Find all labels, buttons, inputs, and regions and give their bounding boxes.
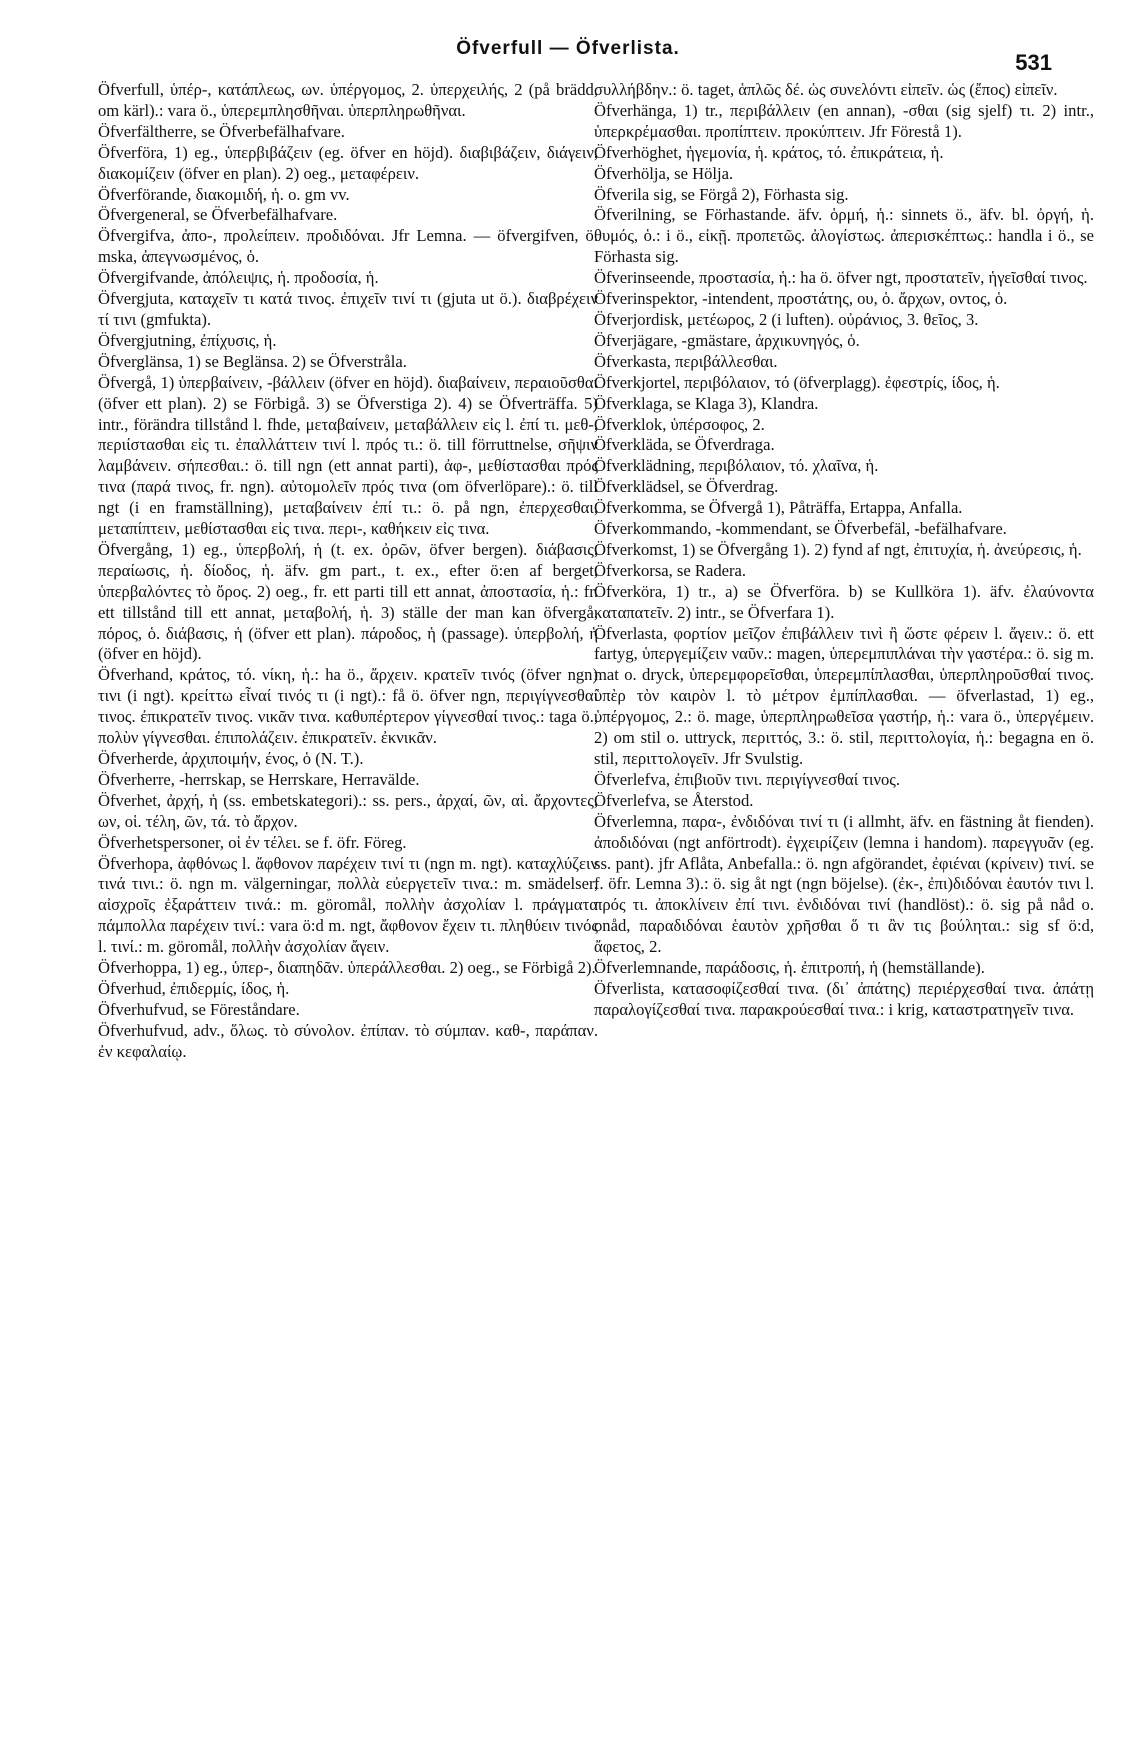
dictionary-entry: Öfverlefva, ἐπιβιοῦν τινι. περιγίγνεσθαί τινος. xyxy=(594,769,900,789)
dictionary-entry: Öfverkasta, περιβάλλεσθαι. xyxy=(594,351,778,371)
dictionary-entry: Öfverhud, ἐπιδερμίς, ίδος, ἡ. xyxy=(98,978,290,998)
dictionary-entry: Öfverförande, διακομιδή, ἡ. o. gm vv. xyxy=(98,184,350,204)
dictionary-entry: Öfvergång, 1) eg., ὑπερβολή, ἡ (t. ex. ὀρῶν, öfver bergen). διάβασις, περαίωσις, ἡ. δίοδος, ἡ. äfv. gm part., t. ex., efter ö:en af berget, ὑπερβαλόντες τὸ ὄρος. 2) oeg., fr. ett parti till ett annat, ἀποστασία, ἡ.: fr. ett tillstånd till ett annat, μεταβολή, ἡ. 3) ställe der man kan öfvergå, πόρος, ὁ. διάβασις, ἡ (öfver ett plan). πάροδος, ἡ (passage). ὑπερβολή, ἡ (öfver en höjd). xyxy=(98,539,598,664)
dictionary-entry: Öfverklaga, se Klaga 3), Klandra. xyxy=(594,393,819,413)
dictionary-entry: Öfverkomst, 1) se Öfvergång 1). 2) fynd af ngt, ἐπιτυχία, ἡ. ἀνεύρεσις, ἡ. xyxy=(594,539,1082,559)
dictionary-entry: Öfverkomma, se Öfvergå 1), Påträffa, Ertappa, Anfalla. xyxy=(594,498,963,518)
dictionary-entry: Öfverinspektor, -intendent, προστάτης, ου, ὁ. ἄρχων, οντος, ὁ. xyxy=(594,289,1008,309)
dictionary-entry: Öfverklok, ὑπέρσοφος, 2. xyxy=(594,414,765,434)
dictionary-entry: Öfverilning, se Förhastande. äfv. ὁρμή, ἡ.: sinnets ö., äfv. bl. ὀργή, ἡ. θυμός, ὁ.: i ö., εἰκῇ. προπετῶς. ἀλογίστως. ἀπερισκέπτως.: handla i ö., se Förhasta sig. xyxy=(594,205,1094,267)
dictionary-entry: Öfverherre, -herrskap, se Herrskare, Herravälde. xyxy=(98,769,420,789)
dictionary-entry: Öfvergeneral, se Öfverbefälhafvare. xyxy=(98,205,338,225)
dictionary-entry: Öfvergifvande, ἀπόλειψις, ἡ. προδοσία, ἡ. xyxy=(98,268,379,288)
page-number: 531 xyxy=(1015,50,1052,75)
left-column xyxy=(98,80,598,1063)
dictionary-entry: Öfverhand, κράτος, τό. νίκη, ἡ.: ha ö., ἄρχειν. κρατεῖν τινός (öfver ngn) τινι (i ngt). κρείττω εἶναί τινός τι (i ngt).: få ö. öfver ngn, περιγίγνεσθαί τινος. ἐπικρατεῖν τινος. νικᾶν τινα. καθυπέρτερον γίγνεσθαί τινος.: taga ö., πολὺν γίγνεσθαι. ἐπιπολάζειν. ἐπικρατεῖν. ἐκνικᾶν. xyxy=(98,665,598,748)
dictionary-entry: Öfverherde, ἀρχιποιμήν, ένος, ὁ (N. T.). xyxy=(98,749,364,768)
dictionary-entry: Öfverhet, ἀρχή, ἡ (ss. embetskategori).: ss. pers., ἀρχαί, ῶν, αἱ. ἄρχοντες, ων, οἱ. τέλη, ῶν, τά. τὸ ἄρχον. xyxy=(98,790,598,831)
dictionary-entry: Öfverlefva, se Återstod. xyxy=(594,790,754,810)
dictionary-entry: Öfverkjortel, περιβόλαιον, τό (öfverplagg). ἐφεστρίς, ίδος, ἡ. xyxy=(594,372,1000,392)
dictionary-entry: Öfverinseende, προστασία, ἡ.: ha ö. öfver ngt, προστατεῖν, ἡγεῖσθαί τινος. xyxy=(594,268,1088,288)
dictionary-entry: Öfverfull, ὑπέρ-, κατάπλεως, ων. ὑπέργομος, 2. ὑπερχειλής, 2 (på brädd, om kärl).: vara ö., ὑπερεμπλησθῆναι. ὑπερπληρωθῆναι. xyxy=(98,80,598,120)
dictionary-entry: Öfverlemna, παρα-, ἐνδιδόναι τινί τι (i allmht, äfv. en fästning åt fienden). ἀποδιδόναι (ngt anförtrodt). ἐγχειρίζειν (lemna i handom). παρεγγυᾶν (eg. ss. pant). jfr Aflåta, Anbefalla.: ö. ngn afgörandet, ἐφιέναι (κρίνειν) τινί. se f. öfr. Lemna 3).: ö. sig åt ngt (ngn böjelse). (ἐκ-, ἐπι)διδόναι ἑαυτόν τινι l. πρός τι. ἀποκλίνειν ἐπί τινι. ἐνδιδόναι τινί (handlöst).: ö. sig på nåd o. onåd, παραδιδόναι ἑαυτὸν χρῆσθαι ὅ τι ἂν τις βούληται.: sig sf ö:d, ἄφετος, 2. xyxy=(594,811,1094,957)
dictionary-entry: Öfverhänga, 1) tr., περιβάλλειν (en annan), -σθαι (sig sjelf) τι. 2) intr., ὑπερκρέμασθαι. προπίπτειν. προκύπτειν. Jfr Förestå 1). xyxy=(594,100,1094,141)
dictionary-entry: Öfverhufvud, se Föreståndare. xyxy=(98,999,300,1019)
dictionary-entry: Öfverlista, κατασοφίζεσθαί τινα. (δι᾿ ἀπάτης) περιέρχεσθαί τινα. ἀπάτῃ παραλογίζεσθαί τινα. παρακρούεσθαί τινα.: i krig, καταστρατηγεῖν τινα. xyxy=(594,978,1094,1019)
dictionary-entry: Öfverkorsa, se Radera. xyxy=(594,560,747,580)
dictionary-entry: Öfvergjuta, καταχεῖν τι κατά τινος. ἐπιχεῖν τινί τι (gjuta ut ö.). διαβρέχειν τί τινι (gmfukta). xyxy=(98,289,598,329)
dictionary-entry: Öfverköra, 1) tr., a) se Öfverföra. b) se Kullköra 1). äfv. ἐλαύνοντα καταπατεῖν. 2) intr., se Öfverfara 1). xyxy=(594,581,1094,622)
dictionary-entry: Öfvergå, 1) ὑπερβαίνειν, -βάλλειν (öfver en höjd). διαβαίνειν, περαιοῦσθαι (öfver ett plan). 2) se Förbigå. 3) se Öfverstiga 2). 4) se Öfverträffa. 5) intr., förändra tillstånd l. fhde, μεταβαίνειν, μεταβάλλειν εἰς l. ἐπί τι. μεθ-, περιίστασθαι εἰς τι. ἐπαλλάττειν τινί l. πρός τι.: ö. till förruttnelse, σῆψιν λαμβάνειν. σήπεσθαι.: ö. till ngn (ett annat parti), ἀφ-, μεθίστασθαι πρός τινα (παρά τινος, fr. ngn). αὐτομολεῖν πρός τινα (om öfverlöpare).: ö. till ngt (i en framställning), μεταβαίνειν ἐπί τι.: ö. på ngn, ἐπερχεσθαι, μεταπίπτειν, μεθίστασθαι εἰς τινα. περι-, καθήκειν εἰς τινα. xyxy=(98,372,598,539)
dictionary-entry: Öfverlemnande, παράδοσις, ἡ. ἐπιτροπή, ἡ (hemställande). xyxy=(594,958,985,978)
right-column xyxy=(594,80,1094,1021)
dictionary-entry: Öfverjägare, -gmästare, ἀρχικυνηγός, ὁ. xyxy=(594,330,860,350)
dictionary-entry: Öfverhetspersoner, οἱ ἐν τέλει. se f. öfr. Föreg. xyxy=(98,832,407,852)
dictionary-entry: Öfverkommando, -kommendant, se Öfverbefäl, -befälhafvare. xyxy=(594,519,1007,539)
dictionary-entry: Öfverila sig, se Förgå 2), Förhasta sig. xyxy=(594,184,849,204)
dictionary-entry: Öfverjordisk, μετέωρος, 2 (i luften). οὐράνιος, 3. θεῖος, 3. xyxy=(594,309,979,329)
dictionary-entry: Öfvergjutning, ἐπίχυσις, ἡ. xyxy=(98,330,277,350)
dictionary-entry: Öfverklädning, περιβόλαιον, τό. χλαῖνα, ἡ. xyxy=(594,456,879,476)
dictionary-entry: Öfverhöghet, ἡγεμονία, ἡ. κράτος, τό. ἐπικράτεια, ἡ. xyxy=(594,142,944,162)
dictionary-entry: Öfverglänsa, 1) se Beglänsa. 2) se Öfverstråla. xyxy=(98,351,407,371)
dictionary-entry: Öfverföra, 1) eg., ὑπερβιβάζειν (eg. öfver en höjd). διαβιβάζειν, διάγειν, διακομίζειν (öfver en plan). 2) oeg., μεταφέρειν. xyxy=(98,142,598,183)
dictionary-entry: Öfverhopa, ἀφθόνως l. ἄφθονον παρέχειν τινί τι (ngn m. ngt). καταχλύζειν τινά τινι.: ö. ngn m. välgerningar, πολλὰ εὐεργετεῖν τινα.: m. smädelser, αἰσχροῖς ἐξαράττειν τινά.: m. göromål, πολλὴν ἀσχολίαν l. πράγματα πάμπολλα παρέχειν τινί.: vara ö:d m. ngt, ἄφθονον ἔχειν τι. πληθύειν τινός l. τινί.: m. göromål, πολλὴν ἀσχολίαν ἄγειν. xyxy=(98,853,598,957)
dictionary-entry: Öfverklädsel, se Öfverdrag. xyxy=(594,477,779,497)
running-head: Öfverfull — Öfverlista. xyxy=(456,38,680,59)
dictionary-entry: Öfverfältherre, se Öfverbefälhafvare. xyxy=(98,121,345,141)
dictionary-entry: συλλήβδην.: ö. taget, ἁπλῶς δέ. ὡς συνελόντι εἰπεῖν. ὡς (ἔπος) εἰπεῖν. xyxy=(594,80,1058,99)
dictionary-entry: Öfverhölja, se Hölja. xyxy=(594,163,734,183)
dictionary-entry: Öfverlasta, φορτίον μεῖζον ἐπιβάλλειν τινὶ ἢ ὥστε φέρειν l. ἄγειν.: ö. ett fartyg, ὑπεργεμίζειν ναῦν.: magen, ὑπερεμπιπλάναι τὴν γαστέρα.: ö. sig m. mat o. dryck, ὑπερεμφορεῖσθαι, ὑπερεμπίπλασθαι, ὑπερπληροῦσθαί τινος. ὑπὲρ τὸν καιρὸν l. τὸ μέτρον ἐμπίπλασθαι. — öfverlastad, 1) eg., ὑπέργομος, 2.: ö. mage, ὑπερπληρωθεῖσα γαστήρ, ἡ.: vara ö., ὑπεργέμειν. 2) om stil o. uttryck, περιττός, 3.: ö. stil, περιττολογία, ἡ.: begagna en ö. stil, περιττολογεῖν. Jfr Svulstig. xyxy=(594,623,1094,768)
dictionary-entry: Öfvergifva, ἀπο-, προλείπειν. προδιδόναι. Jfr Lemna. — öfvergifven, ö. mska, ἀπεγνωσμένος, ὁ. xyxy=(98,226,598,267)
dictionary-entry: Öfverhufvud, adv., ὅλως. τὸ σύνολον. ἐπίπαν. τὸ σύμπαν. καθ-, παράπαν. ἐν κεφαλαίῳ. xyxy=(98,1020,598,1061)
dictionary-entry: Öfverkläda, se Öfverdraga. xyxy=(594,435,775,455)
dictionary-entry: Öfverhoppa, 1) eg., ὑπερ-, διαπηδᾶν. ὑπεράλλεσθαι. 2) oeg., se Förbigå 2). xyxy=(98,958,596,978)
